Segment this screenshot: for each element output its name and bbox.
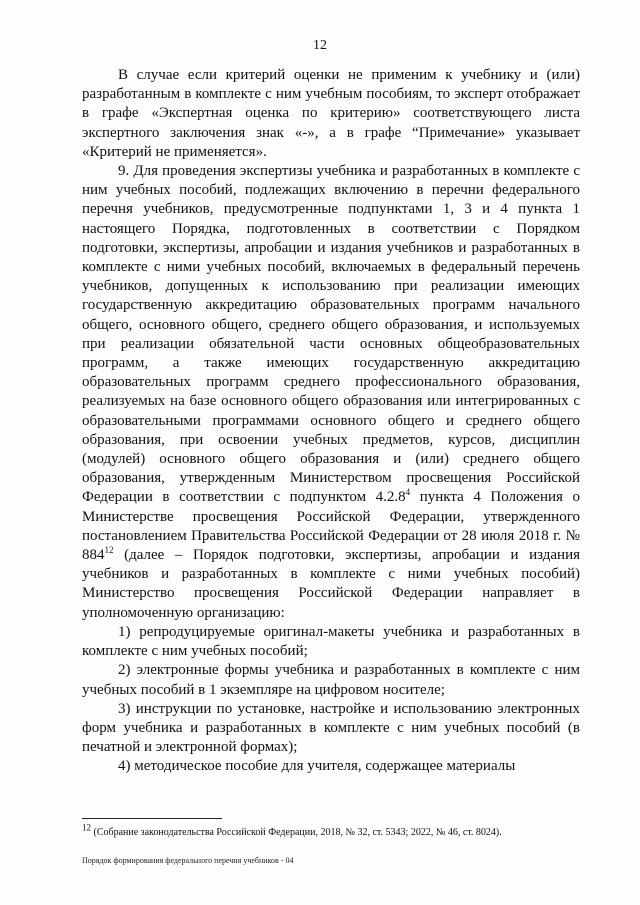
footnote	[82, 822, 580, 839]
page-footer: Порядок формирования федерального перечня учебников - 04	[82, 856, 294, 865]
footnote-ref-12: 12	[104, 545, 114, 556]
paragraph-item-9-start: 9. Для проведения экспертизы учебника и разработанных в комплекте с ним учебных пособий, подлежащих включению в перечни федерального перечня учебников, предусмотренные подпунктами 1, 3 и 4 пункта 1 настоящего Порядка, подготовленных в соответствии с Порядком подготовки, экспертизы, апробации и издания учебников и разработанных в комплекте с ними учебных пособий, включаемых в федеральный перечень учебников, допущенных к использованию при реализации имеющих государственную аккредитацию образовательных программ начального общего, основного общего, среднего общего образования, и используемых при реализации обязательной части основных общеобразовательных программ, а также имеющих государственную аккредитацию образовательных программ среднего профессионального образования, реализуемых на базе основного общего образования или интегрированных с образовательными программами основного общего и среднего общего образования, при освоении учебных предметов, курсов, дисциплин (модулей) основного общего образования и (или) среднего общего образования, утвержденным Министерством просвещения Российской Федерации в соответствии с подпунктом 4.2.8	[82, 163, 580, 506]
footnote-ref-4: 4	[405, 487, 411, 498]
list-item-3: 3) инструкции по установке, настройке и использованию электронных форм учебника и разработанных в комплекте с ним учебных пособий (в печатной и электронной формах);	[82, 700, 580, 756]
body-text	[82, 66, 580, 777]
page-number: 12	[313, 38, 327, 53]
list-item-2: 2) электронные формы учебника и разработанных в комплекте с ним учебных пособий в 1 экземпляре на цифровом носителе;	[82, 662, 580, 698]
footnote-divider	[82, 818, 222, 819]
footnote-marker: 12	[82, 822, 91, 833]
paragraph-item-9-end: (далее – Порядок подготовки, экспертизы, апробации и издания учебников и разработанных в комплекте с ними учебных пособий) Министерство просвещения Российской Федерации направляет в уполномоченную организацию:	[82, 547, 580, 621]
paragraph-item-9	[82, 162, 580, 623]
paragraph-item-9-middle: пункта 4 Положения о Министерстве просвещения Российской Федерации, утвержденного постановлением Правительства Российской Федерации от 28 июля 2018 г. № 884	[82, 489, 580, 564]
paragraph-criterion-note: В случае если критерий оценки не применим к учебнику и (или) разработанным в комплекте с ним учебным пособиям, то эксперт отображает в графе «Экспертная оценка по критерию» соответствующего листа экспертного заключения знак «-», а в графе “Примечание» указывает «Критерий не применяется».	[82, 67, 580, 160]
list-item-1: 1) репродуцируемые оригинал-макеты учебника и разработанных в комплекте с ним учебных пособий;	[82, 623, 580, 660]
list-item-4: 4) методическое пособие для учителя, содержащее материалы	[118, 758, 516, 775]
footnote-text: (Собрание законодательства Российской Федерации, 2018, № 32, ст. 5343; 2022, № 46, ст. 8024).	[91, 827, 502, 838]
